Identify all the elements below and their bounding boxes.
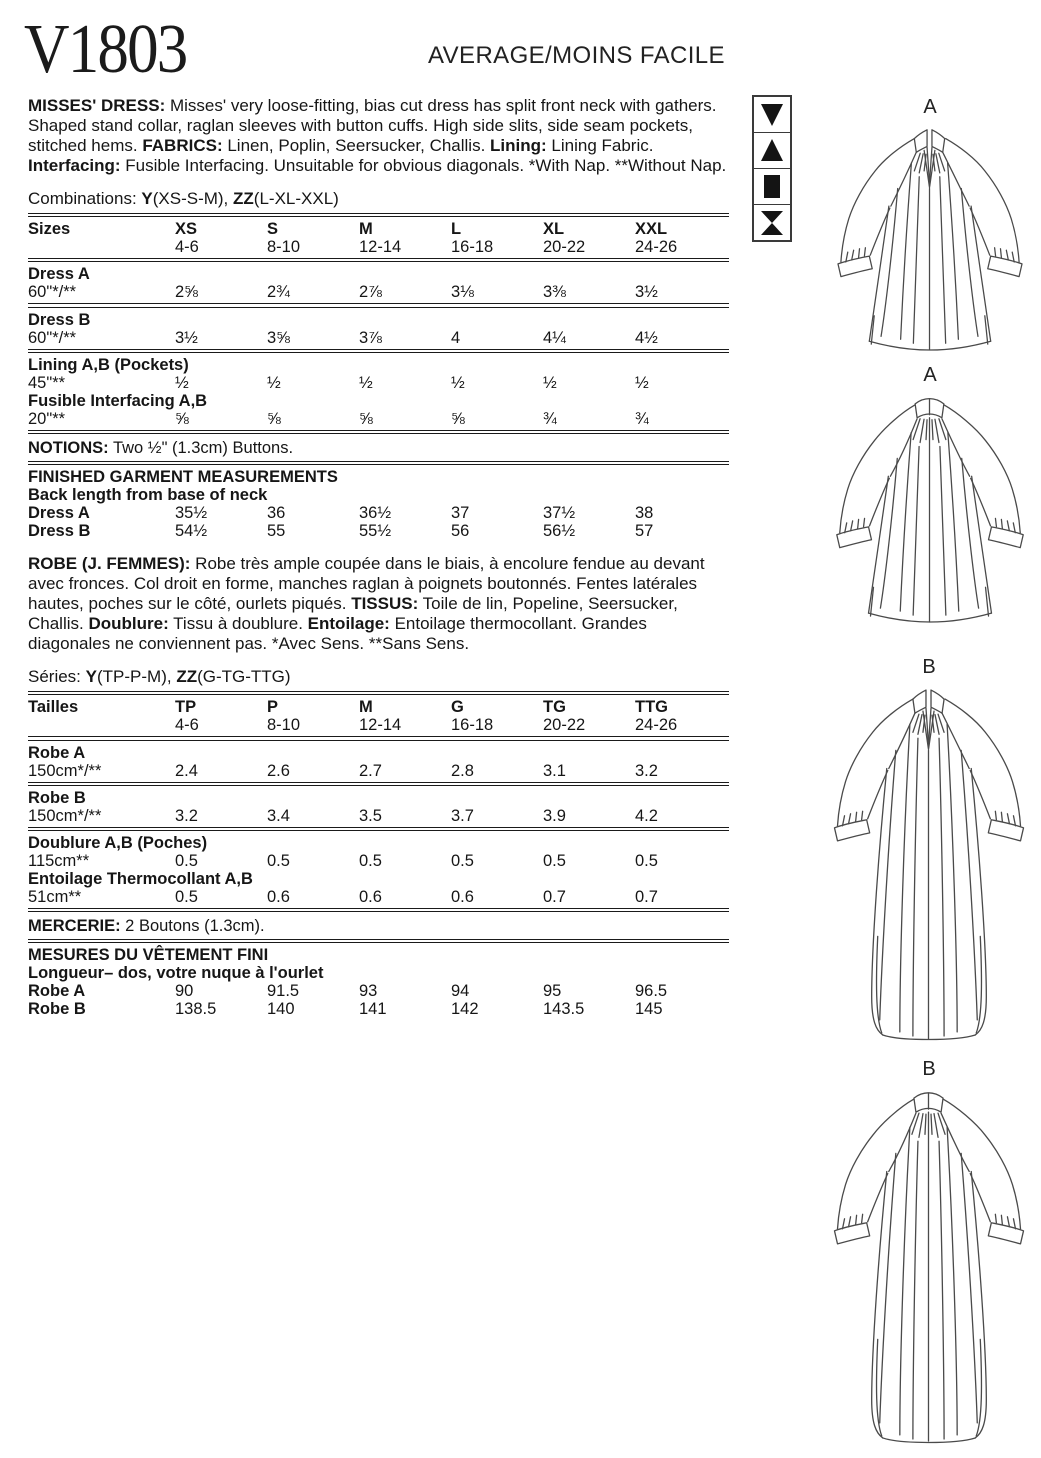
divider <box>28 908 729 912</box>
dress-b-back-drawing <box>823 1082 1035 1448</box>
size-range: 12-14 <box>359 238 402 257</box>
yardage-row <box>28 762 729 780</box>
yardage-value: 3.4 <box>267 806 290 825</box>
row-label: Robe A <box>28 982 86 1001</box>
measurement-value: 138.5 <box>175 1000 217 1019</box>
divider <box>28 827 729 831</box>
yardage-value: ⅝ <box>267 409 281 428</box>
english-description: MISSES' DRESS: Misses' very loose-fitting, bias cut dress has split front neck with gathers. Shaped stand collar, raglan sleeves with button cuffs. High side slits, side seam pockets, stitched hems. FABRICS: Linen, Poplin, Seersucker, Challis. Lining: Lining Fabric. Interfacing: Fusible Interfacing. Unsuitable for obvious diagonals. *With Nap. **Without Nap. <box>28 96 727 175</box>
size-column-header: XXL <box>635 220 668 239</box>
size-header-row <box>28 698 729 716</box>
measurement-value: 141 <box>359 1000 387 1019</box>
yardage-value: ½ <box>635 373 649 392</box>
yardage-value: 0.5 <box>267 851 290 870</box>
measurement-value: 145 <box>635 1000 663 1019</box>
yardage-value: 3.2 <box>635 761 658 780</box>
measurement-value: 38 <box>635 504 654 523</box>
yardage-row <box>28 852 729 870</box>
finished-measurements-title: FINISHED GARMENT MEASUREMENTS <box>28 468 338 487</box>
yardage-value: 2.4 <box>175 761 198 780</box>
size-column-header: P <box>267 698 279 717</box>
divider <box>28 736 729 740</box>
yardage-value: ¾ <box>543 409 557 428</box>
measurement-value: 140 <box>267 1000 295 1019</box>
size-column-header: M <box>359 220 373 239</box>
dress-b-front-drawing <box>823 680 1035 1044</box>
size-range-row <box>28 716 729 734</box>
finished-measurements-subtitle: Back length from base of neck <box>28 486 268 505</box>
size-header-row <box>28 220 729 238</box>
yardage-value: 4 <box>451 328 461 347</box>
mercerie-line: MERCERIE: 2 Boutons (1.3cm). <box>28 917 265 936</box>
measurement-value: 56 <box>451 522 470 541</box>
divider <box>28 939 729 943</box>
size-range: 8-10 <box>267 716 301 735</box>
measurement-value: 143.5 <box>543 1000 585 1019</box>
measurement-value: 94 <box>451 982 470 1001</box>
measurement-value: 142 <box>451 1000 479 1019</box>
yardage-value: 0.7 <box>635 887 658 906</box>
divider <box>28 303 729 307</box>
notions-line: NOTIONS: Two ½" (1.3cm) Buttons. <box>28 438 294 457</box>
combinations-line: Combinations: Y(XS-S-M), ZZ(L-XL-XXL) <box>28 189 339 208</box>
yardage-value: 2.7 <box>359 761 382 780</box>
dress-b-back-view <box>823 1058 1035 1448</box>
view-label: B <box>922 1058 936 1080</box>
measurement-value: 95 <box>543 982 562 1001</box>
fabric-width-label: 45"** <box>28 373 66 392</box>
size-column-header: TTG <box>635 698 668 717</box>
fabric-width-label: 150cm*/** <box>28 806 102 825</box>
divider <box>28 213 729 217</box>
yardage-value: ½ <box>359 373 373 392</box>
view-label: A <box>923 96 937 118</box>
mesures-subtitle: Longueur– dos, votre nuque à l'ourlet <box>28 964 324 983</box>
spacer <box>28 716 175 734</box>
measurement-value: 57 <box>635 522 654 541</box>
yardage-value: ½ <box>543 373 557 392</box>
yardage-value: 0.5 <box>359 851 382 870</box>
yardage-row <box>28 283 729 301</box>
measurement-value: 55½ <box>359 522 392 541</box>
row-label: Dress B <box>28 522 91 541</box>
sizes-label: Sizes <box>28 220 71 239</box>
yardage-value: 3⅞ <box>359 328 382 347</box>
measurement-value: 56½ <box>543 522 576 541</box>
yardage-value: 0.6 <box>451 887 474 906</box>
french-section <box>28 554 729 1018</box>
dress-a-front-drawing <box>825 120 1035 352</box>
size-column-header: G <box>451 698 464 717</box>
yardage-value: 2⅝ <box>175 283 198 302</box>
yardage-value: 0.6 <box>359 887 382 906</box>
yardage-value: ⅝ <box>175 409 189 428</box>
yardage-value: 3.9 <box>543 806 566 825</box>
divider <box>28 782 729 786</box>
fabric-width-label: 60"*/** <box>28 328 77 347</box>
spacer <box>28 238 175 256</box>
fabric-width-label: 20"** <box>28 409 66 428</box>
yardage-value: 3.7 <box>451 806 474 825</box>
measurement-value: 91.5 <box>267 982 300 1001</box>
yardage-value: 0.6 <box>267 887 290 906</box>
measurement-row <box>28 1000 729 1018</box>
size-range: 8-10 <box>267 238 301 257</box>
yardage-value: ⅝ <box>359 409 373 428</box>
row-label: Robe B <box>28 1000 86 1019</box>
yardage-row <box>28 329 729 347</box>
fabric-width-label: 115cm** <box>28 851 90 870</box>
yardage-value: 0.5 <box>175 887 198 906</box>
size-range: 4-6 <box>175 716 199 735</box>
size-column-header: L <box>451 220 462 239</box>
size-range: 16-18 <box>451 238 494 257</box>
size-range: 12-14 <box>359 716 402 735</box>
yardage-value: 3½ <box>175 328 198 347</box>
row-label: Dress B <box>28 310 91 329</box>
row-label: Dress A <box>28 504 90 523</box>
measurement-value: 54½ <box>175 522 208 541</box>
misses-dress-label: MISSES' DRESS: <box>28 96 166 115</box>
dress-a-back-drawing <box>825 388 1035 626</box>
yardage-value: 2.8 <box>451 761 474 780</box>
measurement-value: 36½ <box>359 504 392 523</box>
row-label: Lining A,B (Pockets) <box>28 355 189 374</box>
size-range: 20-22 <box>543 716 586 735</box>
square-icon <box>754 169 790 205</box>
measurement-row <box>28 522 729 540</box>
row-label: Robe A <box>28 743 86 762</box>
yardage-value: ⅝ <box>451 409 465 428</box>
hourglass-icon <box>754 205 790 240</box>
yardage-row <box>28 410 729 428</box>
measurement-row <box>28 504 729 522</box>
size-column-header: S <box>267 220 279 239</box>
mesures-title: MESURES DU VÊTEMENT FINI <box>28 946 269 965</box>
triangle-down-icon <box>754 97 790 133</box>
yardage-value: 0.5 <box>635 851 658 870</box>
fabric-width-label: 51cm** <box>28 887 82 906</box>
dress-a-front-view <box>825 96 1035 352</box>
divider <box>28 258 729 262</box>
yardage-value: 2⅞ <box>359 283 382 302</box>
size-column-header: TP <box>175 698 197 717</box>
fabric-width-label: 150cm*/** <box>28 761 102 780</box>
yardage-value: 4.2 <box>635 806 658 825</box>
yardage-value: 0.5 <box>543 851 566 870</box>
yardage-row <box>28 374 729 392</box>
yardage-value: 0.7 <box>543 887 566 906</box>
divider <box>28 461 729 465</box>
row-label: Dress A <box>28 265 90 284</box>
divider <box>28 349 729 353</box>
yardage-value: 0.5 <box>175 851 198 870</box>
yardage-row <box>28 807 729 825</box>
size-column-header: XS <box>175 220 198 239</box>
size-column-header: TG <box>543 698 566 717</box>
size-column-header: M <box>359 698 373 717</box>
measurement-value: 35½ <box>175 504 208 523</box>
size-range: 24-26 <box>635 238 678 257</box>
tailles-label: Tailles <box>28 698 79 717</box>
robe-label: ROBE (J. FEMMES): <box>28 554 191 574</box>
measurement-value: 55 <box>267 522 286 541</box>
yardage-value: 2¾ <box>267 283 290 302</box>
yardage-value: 3.2 <box>175 806 198 825</box>
yardage-value: ½ <box>267 373 281 392</box>
yardage-value: 3½ <box>635 283 658 302</box>
triangle-up-icon <box>754 133 790 169</box>
measurement-value: 90 <box>175 982 194 1001</box>
yardage-value: ½ <box>175 373 189 392</box>
yardage-value: 3⅛ <box>451 283 474 302</box>
view-label: A <box>923 364 937 386</box>
size-range: 16-18 <box>451 716 494 735</box>
measurement-value: 37½ <box>543 504 576 523</box>
text-column <box>28 96 729 1018</box>
french-description: ROBE (J. FEMMES): Robe très ample coupée dans le biais, à encolure fendue au devant avec fronces. Col droit en forme, manches raglan à poignets boutonnés. Fentes latérales hautes, poches sur le côté, ourlets piqués. TISSUS: Toile de lin, Popeline, Seersucker, Challis. Doublure: Tissu à doublure. Entoilage: Entoilage thermocollant. Grandes diagonales ne conviennent pas. *Avec Sens. **Sans Sens. <box>28 554 705 654</box>
row-label: Robe B <box>28 788 86 807</box>
yardage-value: 3⅝ <box>267 328 290 347</box>
size-range: 4-6 <box>175 238 199 257</box>
yardage-value: 3.1 <box>543 761 566 780</box>
size-range-row <box>28 238 729 256</box>
dress-b-front-view <box>823 656 1035 1044</box>
divider <box>28 691 729 695</box>
yardage-value: 4½ <box>635 328 658 347</box>
measurement-row <box>28 982 729 1000</box>
measurement-value: 36 <box>267 504 286 523</box>
difficulty-rating: AVERAGE/MOINS FACILE <box>428 42 725 69</box>
yardage-value: 3.5 <box>359 806 382 825</box>
measurement-value: 93 <box>359 982 378 1001</box>
yardage-value: 3⅜ <box>543 283 566 302</box>
yardage-value: 0.5 <box>451 851 474 870</box>
yardage-value: ¾ <box>635 409 649 428</box>
row-label: Entoilage Thermocollant A,B <box>28 869 253 888</box>
size-range: 24-26 <box>635 716 678 735</box>
measurement-value: 37 <box>451 504 470 523</box>
divider <box>28 430 729 434</box>
fabric-width-label: 60"*/** <box>28 283 77 302</box>
yardage-value: 2.6 <box>267 761 290 780</box>
yardage-value: ½ <box>451 373 465 392</box>
yardage-value: 4¼ <box>543 328 566 347</box>
dress-a-back-view <box>825 364 1035 626</box>
row-label: Doublure A,B (Poches) <box>28 833 208 852</box>
size-range: 20-22 <box>543 238 586 257</box>
series-line: Séries: Y(TP-P-M), ZZ(G-TG-TTG) <box>28 667 291 687</box>
view-label: B <box>922 656 936 678</box>
yardage-row <box>28 888 729 906</box>
measurement-value: 96.5 <box>635 982 668 1001</box>
row-label: Fusible Interfacing A,B <box>28 391 208 410</box>
size-column-header: XL <box>543 220 565 239</box>
pattern-number: V1803 <box>24 11 187 88</box>
nap-symbol-chart <box>752 95 792 242</box>
